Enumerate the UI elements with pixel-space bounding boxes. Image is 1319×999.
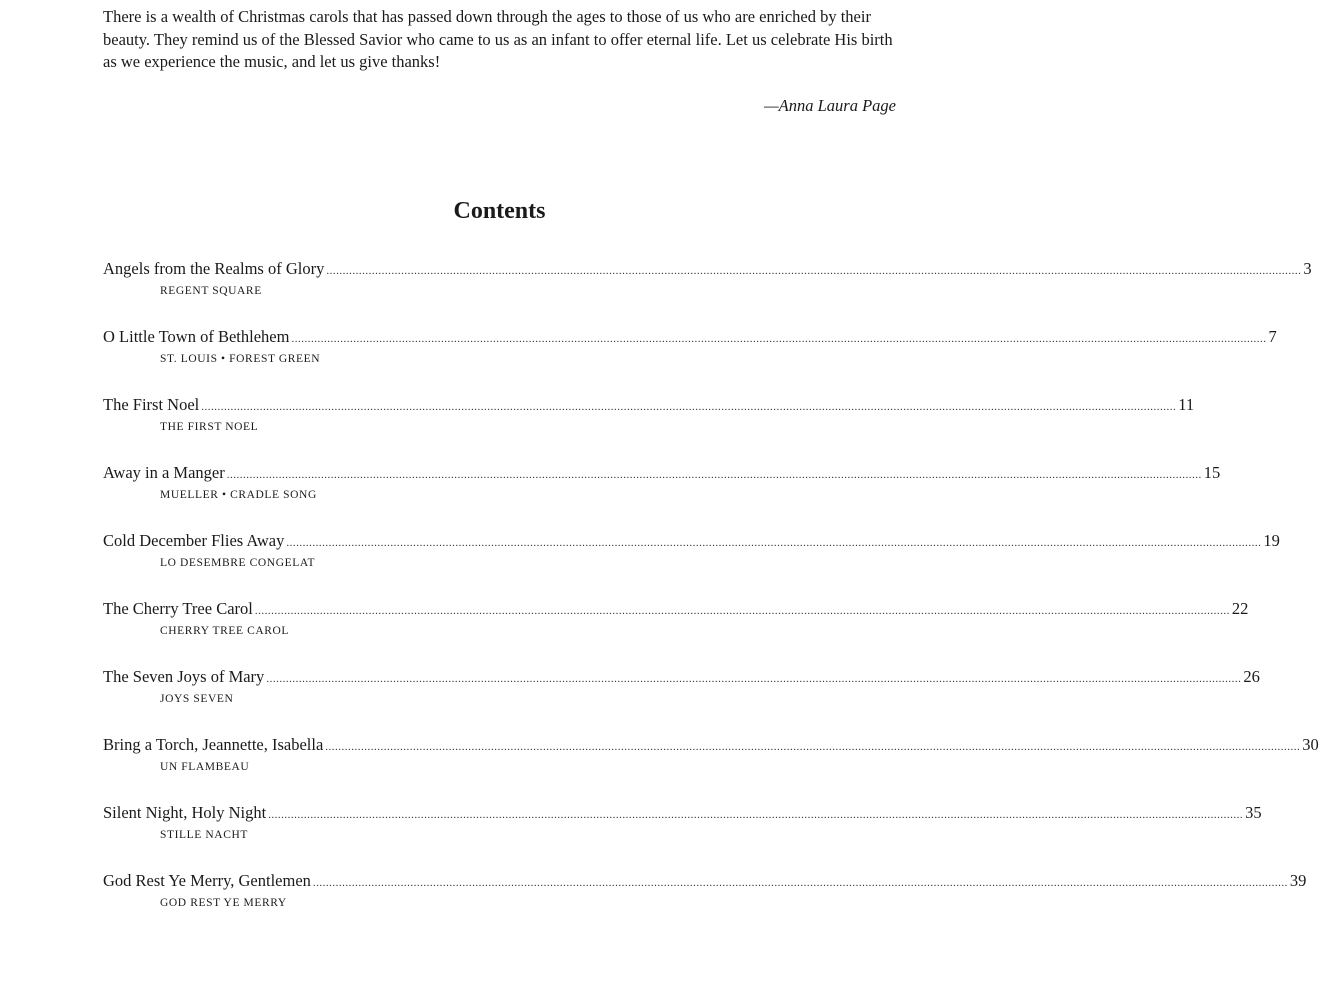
toc-line <box>103 734 1319 758</box>
toc-tune-name: REGENT SQUARE <box>160 285 262 297</box>
toc-page-number: 30 <box>1302 735 1319 754</box>
toc-entry <box>103 394 1195 462</box>
toc-title: Bring a Torch, Jeannette, Isabella <box>103 735 324 754</box>
toc-tune-name: GOD REST YE MERRY <box>160 897 287 909</box>
toc-line <box>103 394 1195 418</box>
preface-text: There is a wealth of Christmas carols that has passed down through the ages to those of us who are enriched by their beauty. They remind us of the Blessed Savior who came to us as an infant to offer eternal life. Let us celebrate His birth as we experience the music, and let us give thanks! <box>103 7 893 71</box>
toc-page-number: 39 <box>1289 871 1307 890</box>
toc-page-number: 15 <box>1203 463 1221 482</box>
toc-entry <box>103 598 1249 666</box>
toc-line <box>103 530 1280 554</box>
toc-entry <box>103 734 1319 802</box>
toc-page-number: 22 <box>1231 599 1249 618</box>
toc-title: Angels from the Realms of Glory <box>103 259 325 278</box>
toc-line <box>103 598 1249 622</box>
toc-leader-dots: ............................................................................................................................................................................................................................................................................................................ <box>226 469 1202 481</box>
toc-title: Cold December Flies Away <box>103 531 285 550</box>
toc-tune-name: THE FIRST NOEL <box>160 421 259 433</box>
toc-page-number: 26 <box>1243 667 1260 686</box>
toc-leader-dots: ............................................................................................................................................................................................................................................................................................................ <box>201 401 1177 413</box>
toc-line <box>103 870 1307 894</box>
toc-line <box>103 462 1221 486</box>
toc-line <box>103 326 1277 350</box>
toc-page-number: 3 <box>1303 259 1312 278</box>
toc-title: Away in a Manger <box>103 463 225 482</box>
toc-tune-name: UN FLAMBEAU <box>160 761 250 773</box>
toc-leader-dots: ............................................................................................................................................................................................................................................................................................................ <box>268 809 1244 821</box>
toc-leader-dots: ............................................................................................................................................................................................................................................................................................................ <box>312 877 1288 889</box>
toc-title: God Rest Ye Merry, Gentlemen <box>103 871 311 890</box>
toc-leader-dots: ............................................................................................................................................................................................................................................................................................................ <box>286 537 1262 549</box>
toc-entry <box>103 530 1280 598</box>
toc-leader-dots: ............................................................................................................................................................................................................................................................................................................ <box>326 265 1302 277</box>
toc-entry <box>103 666 1260 734</box>
toc-tune-name: MUELLER • CRADLE SONG <box>160 489 317 501</box>
preface-signature: —Anna Laura Page <box>764 96 896 115</box>
toc-page-number: 7 <box>1268 327 1277 346</box>
toc-tune-name: STILLE NACHT <box>160 829 249 841</box>
toc-page-number: 11 <box>1178 395 1195 414</box>
toc-entry <box>103 258 1312 326</box>
toc-title: The Seven Joys of Mary <box>103 667 265 686</box>
toc-title: The First Noel <box>103 395 200 414</box>
toc-leader-dots: ............................................................................................................................................................................................................................................................................................................ <box>254 605 1230 617</box>
toc-line <box>103 258 1312 282</box>
preface <box>103 6 903 74</box>
toc-title: O Little Town of Bethlehem <box>103 327 290 346</box>
toc-tune-name: JOYS SEVEN <box>160 693 234 705</box>
toc-title: Silent Night, Holy Night <box>103 803 267 822</box>
toc-page-number: 35 <box>1245 803 1262 822</box>
toc-tune-name: ST. LOUIS • FOREST GREEN <box>160 353 321 365</box>
toc-tune-name: LO DESEMBRE CONGELAT <box>160 557 316 569</box>
toc-tune-name: CHERRY TREE CAROL <box>160 625 290 637</box>
toc-leader-dots: ............................................................................................................................................................................................................................................................................................................ <box>291 333 1267 345</box>
toc-leader-dots: ............................................................................................................................................................................................................................................................................................................ <box>325 741 1301 753</box>
toc-title: The Cherry Tree Carol <box>103 599 253 618</box>
toc-page-number: 19 <box>1263 531 1280 550</box>
toc-entry <box>103 802 1262 870</box>
toc-line <box>103 666 1260 690</box>
contents-heading: Contents <box>453 198 546 224</box>
toc-entry <box>103 326 1277 394</box>
toc-line <box>103 802 1262 826</box>
toc-leader-dots: ............................................................................................................................................................................................................................................................................................................ <box>266 673 1242 685</box>
toc-entry <box>103 462 1221 530</box>
table-of-contents <box>103 258 1319 938</box>
toc-entry <box>103 870 1307 938</box>
